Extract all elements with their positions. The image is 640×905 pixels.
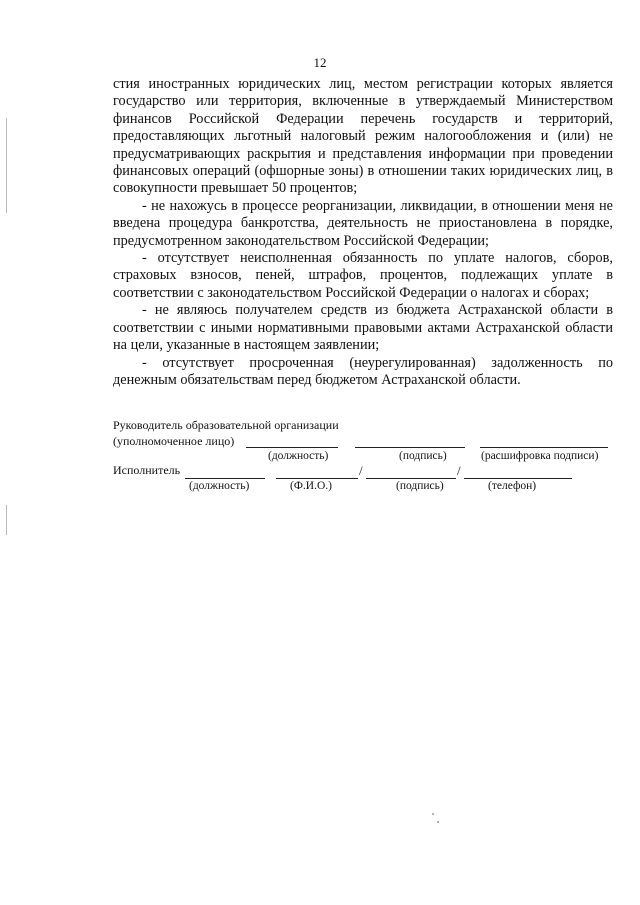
executor-caption-name: (Ф.И.О.) [290,480,332,492]
scan-edge-mark [6,505,7,535]
head-decoding-line [480,447,608,448]
head-label-line1: Руководитель образовательной организации [113,418,339,432]
executor-caption-position: (должность) [189,480,250,492]
executor-separator-1: / [359,463,363,478]
body-paragraph: - не являюсь получателем средств из бюджета Астраханской области в соответствии с иными нормативными правовыми актами Астраханской области на цели, указанные в настоящем заявлении; [113,302,613,354]
executor-name-line [276,478,358,479]
head-caption-decoding: (расшифровка подписи) [481,450,599,462]
head-caption-signature: (подпись) [399,450,447,462]
head-label-line2: (уполномоченное лицо) [113,434,235,448]
body-paragraph: - отсутствует просроченная (неурегулированная) задолженность по денежным обязательствам перед бюджетом Астраханской области. [113,354,613,388]
executor-signature-line [366,478,456,479]
executor-label: Исполнитель [113,463,181,477]
body-paragraph: - не нахожусь в процессе реорганизации, ликвидации, в отношении меня не введена процедура банкротства, деятельность не приостановлена в порядке, предусмотренном законодательством Российской Федерации; [113,197,613,249]
document-body [113,76,613,389]
head-position-line [246,447,338,448]
executor-separator-2: / [457,463,461,478]
executor-phone-line [464,478,572,479]
scan-speck [432,813,434,815]
scan-speck [437,821,439,823]
head-signature-line [355,447,465,448]
page-number: 12 [313,55,327,70]
scan-edge-mark [6,118,7,213]
executor-caption-phone: (телефон) [488,480,537,492]
body-paragraph: - отсутствует неисполненная обязанность по уплате налогов, сборов, страховых взносов, пеней, штрафов, процентов, подлежащих уплате в соответствии с законодательством Российской Федерации о налогах и сборах; [113,250,613,301]
body-paragraph: стия иностранных юридических лиц, местом регистрации которых является государство или территория, включенные в утверждаемый Министерством финансов Российской Федерации перечень государств и территорий, предоставляющих льготный налоговый режим налогообложения и (или) не предусматривающих раскрытия и представления информации при проведении финансовых операций (офшорные зоны) в отношении таких юридических лиц, в совокупности превышает 50 процентов; [113,76,613,197]
executor-caption-signature: (подпись) [396,480,444,492]
head-caption-position: (должность) [268,450,329,462]
executor-position-line [185,478,265,479]
